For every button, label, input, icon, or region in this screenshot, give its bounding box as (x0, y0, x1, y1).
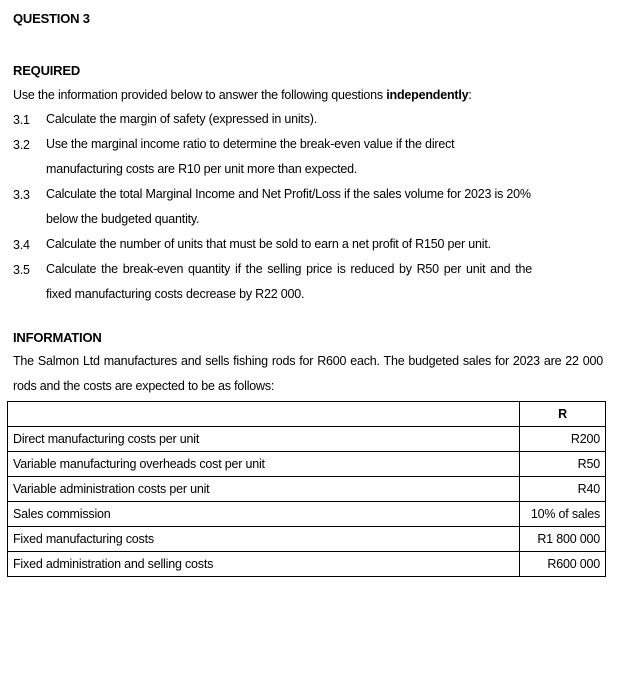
question-title: QUESTION 3 (13, 11, 90, 26)
table-row (8, 452, 606, 477)
information-heading: INFORMATION (13, 330, 102, 345)
question-number: 3.3 (13, 188, 30, 202)
header-value-cell: R (520, 402, 606, 427)
question-text: Calculate the margin of safety (expressed in units). (46, 112, 317, 126)
cost-table (7, 401, 606, 577)
question-number: 3.5 (13, 263, 30, 277)
required-intro (13, 88, 472, 102)
table-row (8, 527, 606, 552)
question-text: Calculate the break-even quantity if the selling price is reduced by R50 per unit and the fixed manufacturing costs decrease by R22 000. (46, 262, 532, 301)
cost-item: Sales commission (8, 502, 520, 527)
table-row (8, 427, 606, 452)
information-paragraph: The Salmon Ltd manufactures and sells fishing rods for R600 each. The budgeted sales for 2023 are 22 000 rods and the costs are expected to be as follows: (13, 354, 603, 393)
table-header-row (8, 402, 606, 427)
table-row (8, 502, 606, 527)
required-heading: REQUIRED (13, 63, 81, 78)
cost-value: R40 (520, 477, 606, 502)
cost-value: R600 000 (520, 552, 606, 577)
cost-value: R1 800 000 (520, 527, 606, 552)
table-row (8, 477, 606, 502)
question-number: 3.1 (13, 113, 30, 127)
intro-prefix: Use the information provided below to answer the following questions (13, 88, 387, 102)
table-row (8, 552, 606, 577)
cost-value: R50 (520, 452, 606, 477)
question-text: Use the marginal income ratio to determine the break-even value if the direct manufacturing costs are R10 per unit more than expected. (46, 137, 455, 176)
question-text: Calculate the total Marginal Income and Net Profit/Loss if the sales volume for 2023 is 20% below the budgeted quantity. (46, 187, 531, 226)
header-item-cell (8, 402, 520, 427)
cost-item: Variable administration costs per unit (8, 477, 520, 502)
cost-value: 10% of sales (520, 502, 606, 527)
question-text: Calculate the number of units that must be sold to earn a net profit of R150 per unit. (46, 237, 491, 251)
cost-item: Direct manufacturing costs per unit (8, 427, 520, 452)
question-number: 3.2 (13, 138, 30, 152)
cost-item: Fixed manufacturing costs (8, 527, 520, 552)
question-number: 3.4 (13, 238, 30, 252)
cost-item: Fixed administration and selling costs (8, 552, 520, 577)
cost-item: Variable manufacturing overheads cost per unit (8, 452, 520, 477)
cost-value: R200 (520, 427, 606, 452)
intro-bold: independently (386, 88, 469, 102)
intro-suffix: : (468, 88, 472, 102)
